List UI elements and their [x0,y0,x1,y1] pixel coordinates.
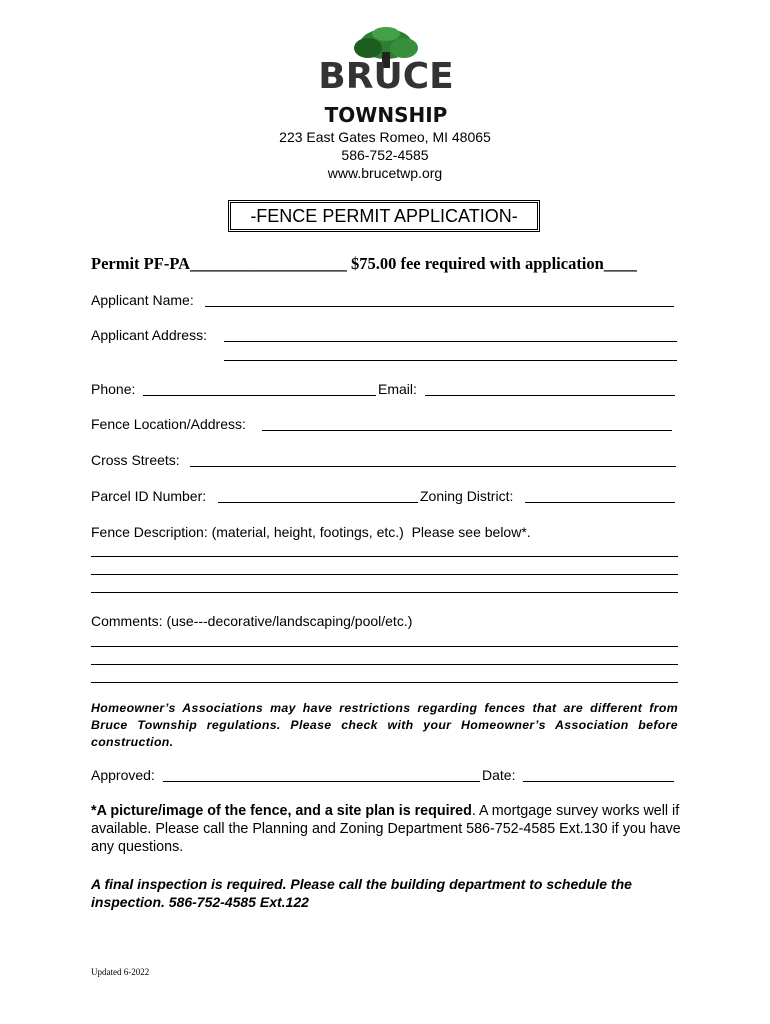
cross-streets-field[interactable] [190,466,676,467]
email-label: Email: [378,381,417,397]
fence-description-field-3[interactable] [91,592,678,593]
approved-label: Approved: [91,767,155,783]
comments-field-2[interactable] [91,664,678,665]
tree-icon [316,26,456,126]
form-title: -FENCE PERMIT APPLICATION- [228,200,540,232]
fence-location-label: Fence Location/Address: [91,416,246,432]
address-street: 223 East Gates Romeo, MI 48065 [279,129,491,145]
logo-wordmark-township: TOWNSHIP [324,103,448,126]
logo-wordmark-bruce: BRUCE [318,56,454,97]
comments-label: Comments: (use---decorative/landscaping/pool/etc.) [91,613,413,629]
applicant-name-label: Applicant Name: [91,292,194,308]
phone-label: Phone: [91,381,136,397]
address-website: www.brucetwp.org [327,165,443,181]
fence-description-label: Fence Description: (material, height, footings, etc.) Please see below*. [91,524,531,540]
picture-requirement-bold: *A picture/image of the fence, and a site plan is required [91,803,472,819]
applicant-address-label: Applicant Address: [91,327,207,343]
zoning-district-label: Zoning District: [420,488,514,504]
picture-requirement-rest: . A mortgage survey works well if available. Please call the Planning and Zoning Department 586-752-4585 Ext.130 if you have any questions. [91,803,681,855]
final-inspection-note: A final inspection is required. Please call the building department to schedule the inspection. 586-752-4585 Ext.122 [91,876,632,910]
parcel-id-field[interactable] [218,502,418,503]
permit-number-line: Permit PF-PA___________________ $75.00 fee required with application____ [91,254,637,273]
applicant-name-field[interactable] [205,306,674,307]
fence-description-field-1[interactable] [91,556,678,557]
comments-field-1[interactable] [91,646,678,647]
updated-date: Updated 6-2022 [91,967,150,977]
parcel-id-label: Parcel ID Number: [91,488,207,504]
email-field[interactable] [425,395,675,396]
comments-field-3[interactable] [91,682,678,683]
zoning-district-field[interactable] [525,502,675,503]
fence-location-field[interactable] [262,430,672,431]
phone-field[interactable] [143,395,376,396]
date-field[interactable] [523,781,674,782]
fence-description-field-2[interactable] [91,574,678,575]
applicant-address-field-1[interactable] [224,341,677,342]
approved-field[interactable] [163,781,480,782]
applicant-address-field-2[interactable] [224,360,677,361]
bruce-township-logo [316,26,456,126]
address-phone: 586-752-4585 [341,147,429,163]
cross-streets-label: Cross Streets: [91,452,180,468]
hoa-notice: Homeowner’s Associations may have restrictions regarding fences that are different from Bruce Township regulations. Please check with your Homeowner’s Association before construction. [91,701,678,749]
date-label: Date: [482,767,516,783]
picture-requirement-note [91,802,681,856]
